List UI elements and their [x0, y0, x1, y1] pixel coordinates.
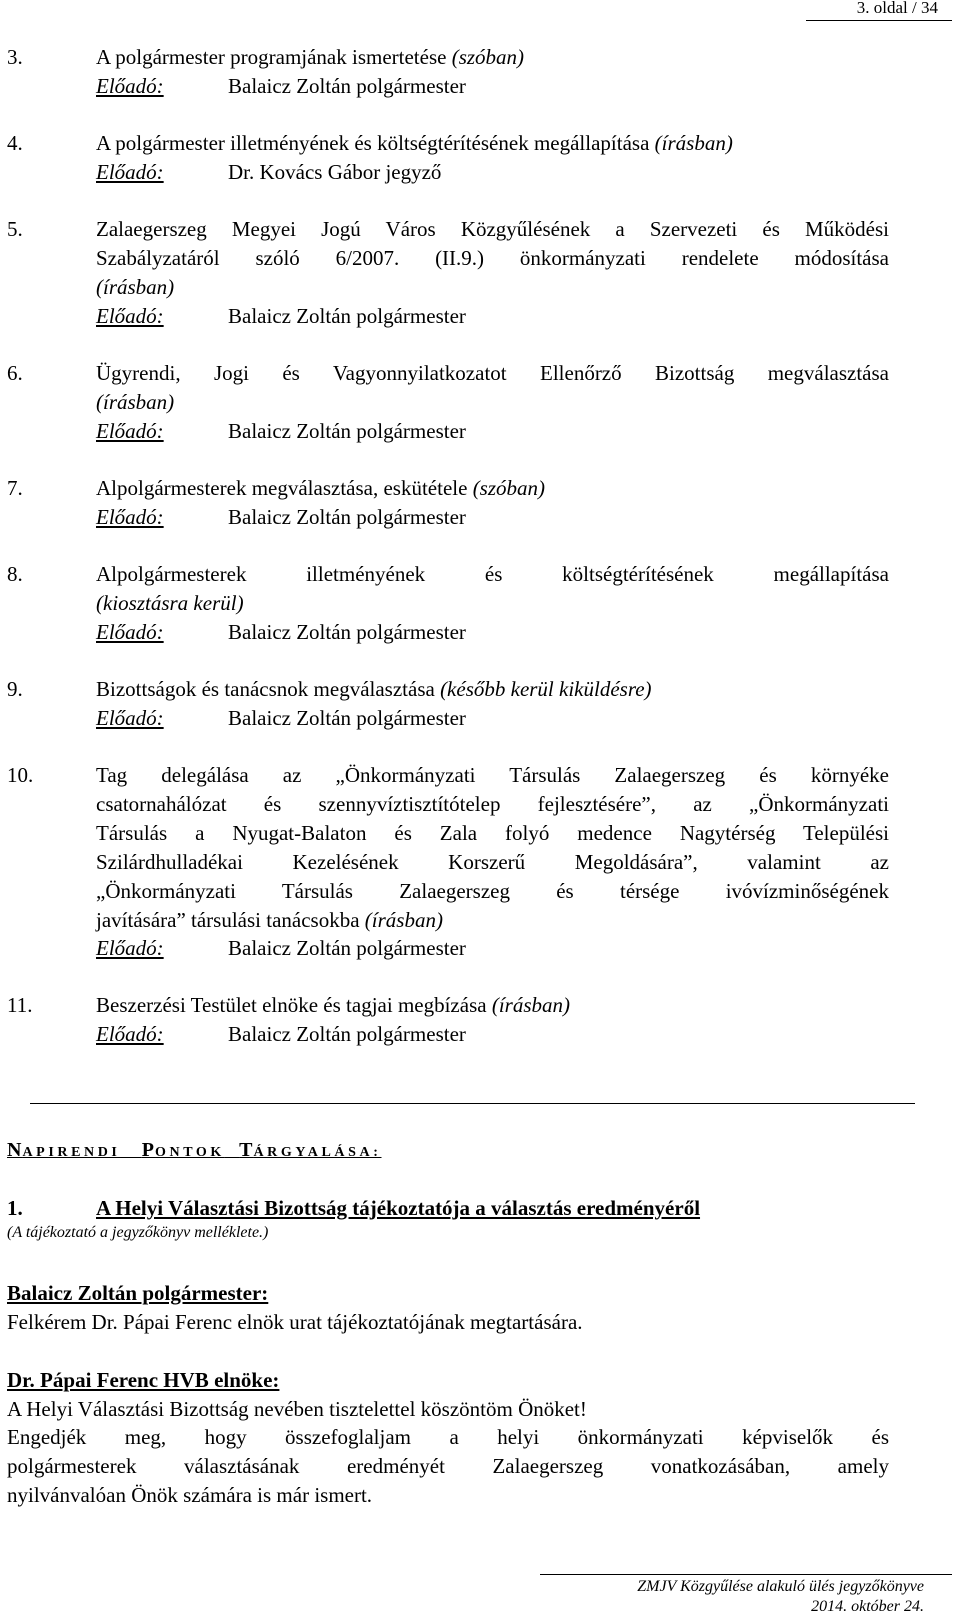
- item-number: 5.: [7, 217, 23, 241]
- presenter-line: [96, 302, 466, 330]
- presenter-line: [96, 934, 466, 962]
- heading-initial: N: [7, 1139, 23, 1161]
- presenter-name: Dr. Kovács Gábor jegyző: [228, 160, 442, 184]
- agenda-item-3: [7, 43, 524, 71]
- item-number: 9.: [7, 677, 23, 701]
- item-number: 10.: [7, 763, 34, 787]
- item-title-line: javítására” társulási tanácsokba: [96, 908, 360, 932]
- heading-part: APIRENDI: [22, 1145, 121, 1160]
- speech-line: polgármesterek választásának eredményét Zalaegerszeg vonatkozásában, amely: [7, 1454, 889, 1478]
- heading-initial: P: [141, 1139, 156, 1161]
- agenda-item-11: [7, 991, 570, 1019]
- presenter-line: [96, 158, 441, 186]
- presenter-line: [96, 618, 466, 646]
- heading-part: ÁRGYALÁSA:: [253, 1145, 382, 1160]
- agenda-item-7: [7, 474, 545, 502]
- presenter-name: Balaicz Zoltán polgármester: [228, 505, 466, 529]
- speech-line: nyilvánvalóan Önök számára is már ismert.: [7, 1483, 373, 1507]
- item-number: 4.: [7, 131, 23, 155]
- section-divider: [30, 1103, 915, 1104]
- agenda-item-8: [7, 560, 889, 588]
- item-note: (szóban): [472, 476, 546, 500]
- footer-rule: [540, 1574, 952, 1575]
- item-note: (írásban): [654, 131, 733, 155]
- presenter-name: Balaicz Zoltán polgármester: [228, 620, 466, 644]
- item-note: (írásban): [96, 390, 175, 414]
- presenter-line: [96, 1020, 466, 1048]
- item-note: (írásban): [491, 993, 570, 1017]
- item-number: 7.: [7, 476, 23, 500]
- item-title-line: Szabályzatáról szóló 6/2007. (II.9.) önkormányzati rendelete módosítása: [96, 246, 889, 270]
- presenter-label: Előadó:: [96, 936, 164, 960]
- item-title: A polgármester programjának ismertetése: [96, 45, 447, 69]
- presenter-label: Előadó:: [96, 706, 164, 730]
- header-rule: [806, 20, 952, 21]
- heading-part: ONTOK: [155, 1145, 225, 1160]
- item-number: 8.: [7, 562, 23, 586]
- speech-line: Engedjék meg, hogy összefoglaljam a helyi önkormányzati képviselők és: [7, 1425, 889, 1449]
- item-title-line: csatornahálózat és szennyvíztisztítótelep fejlesztésére”, az „Önkormányzati: [96, 792, 889, 816]
- item-title-line: Szilárdhulladékai Kezelésének Korszerű Megoldására”, valamint az: [96, 850, 889, 874]
- item-1-subtitle: (A tájékoztató a jegyzőkönyv melléklete.): [7, 1224, 269, 1241]
- agenda-item-9: [7, 675, 652, 703]
- item-note: (szóban): [451, 45, 525, 69]
- agenda-item-4: [7, 129, 733, 157]
- item-number: 11.: [7, 993, 33, 1017]
- item-note: (írásban): [96, 275, 175, 299]
- presenter-label: Előadó:: [96, 1022, 164, 1046]
- presenter-name: Balaicz Zoltán polgármester: [228, 304, 466, 328]
- agenda-item-10: [7, 761, 889, 789]
- item-title-line: Társulás a Nyugat-Balaton és Zala folyó medence Nagytérség Települési: [96, 821, 889, 845]
- item-note: (kiosztásra kerül): [96, 591, 244, 615]
- item-title: A Helyi Választási Bizottság tájékoztatója a választás eredményéről: [96, 1196, 701, 1220]
- item-title: Bizottságok és tanácsnok megválasztása: [96, 677, 435, 701]
- heading-initial: T: [239, 1139, 254, 1161]
- speaker-name: Dr. Pápai Ferenc HVB elnöke:: [7, 1368, 280, 1392]
- presenter-name: Balaicz Zoltán polgármester: [228, 936, 466, 960]
- item-title-line: Tag delegálása az „Önkormányzati Társulás Zalaegerszeg és környéke: [96, 763, 889, 787]
- presenter-line: [96, 704, 466, 732]
- item-title: A polgármester illetményének és költségtérítésének megállapítása: [96, 131, 650, 155]
- footer-title: ZMJV Közgyűlése alakuló ülés jegyzőkönyve: [637, 1578, 924, 1595]
- section-heading: [7, 1139, 382, 1162]
- presenter-name: Balaicz Zoltán polgármester: [228, 1022, 466, 1046]
- item-title: Ügyrendi, Jogi és Vagyonnyilatkozatot Ellenőrző Bizottság megválasztása: [96, 361, 889, 385]
- agenda-item-5: [7, 215, 889, 243]
- item-number: 6.: [7, 361, 23, 385]
- item-title: Alpolgármesterek megválasztása, eskütétele: [96, 476, 468, 500]
- presenter-name: Balaicz Zoltán polgármester: [228, 419, 466, 443]
- presenter-line: [96, 72, 466, 100]
- presenter-label: Előadó:: [96, 419, 164, 443]
- presenter-label: Előadó:: [96, 505, 164, 529]
- presenter-name: Balaicz Zoltán polgármester: [228, 706, 466, 730]
- item-title-line: Zalaegerszeg Megyei Jogú Város Közgyűlésének a Szervezeti és Működési: [96, 217, 889, 241]
- footer-date: 2014. október 24.: [811, 1598, 924, 1615]
- agenda-item-6: [7, 359, 889, 387]
- item-title-line: „Önkormányzati Társulás Zalaegerszeg és térsége ivóvízminőségének: [96, 879, 889, 903]
- presenter-label: Előadó:: [96, 74, 164, 98]
- presenter-name: Balaicz Zoltán polgármester: [228, 74, 466, 98]
- presenter-line: [96, 417, 466, 445]
- item-title: Alpolgármesterek illetményének és költségtérítésének megállapítása: [96, 562, 889, 586]
- page-number: 3. oldal / 34: [856, 0, 938, 17]
- item-note: (írásban): [364, 908, 443, 932]
- item-number: 3.: [7, 45, 23, 69]
- presenter-label: Előadó:: [96, 620, 164, 644]
- presenter-label: Előadó:: [96, 160, 164, 184]
- item-1-title: [7, 1196, 700, 1221]
- item-title-last-line: [96, 906, 443, 934]
- item-note: (később kerül kiküldésre): [440, 677, 652, 701]
- presenter-line: [96, 503, 466, 531]
- item-title: Beszerzési Testület elnöke és tagjai megbízása: [96, 993, 487, 1017]
- speaker-name: Balaicz Zoltán polgármester:: [7, 1281, 269, 1305]
- speech-text: Felkérem Dr. Pápai Ferenc elnök urat tájékoztatójának megtartására.: [7, 1310, 583, 1334]
- item-number: 1.: [7, 1196, 23, 1220]
- presenter-label: Előadó:: [96, 304, 164, 328]
- speech-text: A Helyi Választási Bizottság nevében tisztelettel köszöntöm Önöket!: [7, 1397, 587, 1421]
